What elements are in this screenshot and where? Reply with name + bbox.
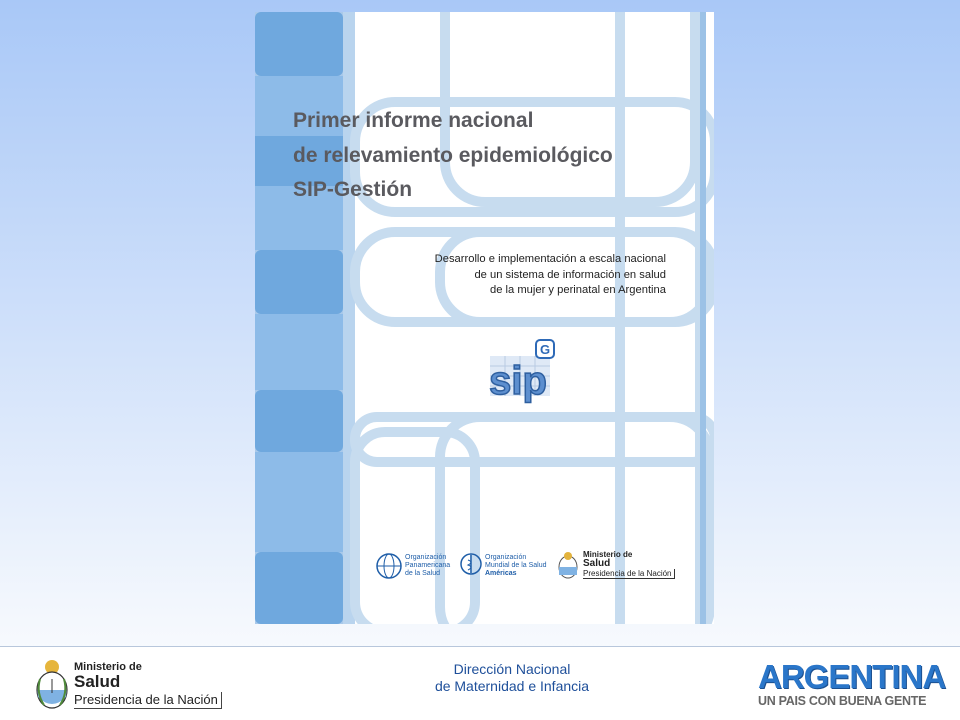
footer-ministerio-line3: Presidencia de la Nación [74,692,222,709]
title-line-1: Primer informe nacional [293,109,534,132]
title-line-2: de relevamiento epidemiológico [293,143,613,167]
report-subtitle [435,252,666,299]
report-title [293,104,613,208]
svg-text:G: G [539,342,551,357]
argentina-slogan: UN PAIS CON BUENA GENTE [758,694,927,708]
who-emblem-icon [459,552,483,576]
ministerio-logo-cover: Ministerio de Salud Presidencia de la Nación [557,550,579,585]
footer-ministerio-line2: Salud [74,672,121,691]
sponsor-logos [375,552,675,592]
ministerio-salud-logo [34,659,224,715]
subtitle-line-3: de la mujer y perinatal en Argentina [489,284,666,296]
sip-logo [480,336,560,416]
direccion-line-2: de Maternidad e Infancia [434,678,590,694]
title-line-3: SIP-Gestión [293,178,413,201]
footer [0,647,960,720]
direccion-nacional-label [380,661,644,695]
footer-ministerio-line1: Ministerio de [74,661,142,673]
subtitle-line-2: de un sistema de información en salud [474,268,666,281]
argentina-coat-of-arms-icon [34,659,70,711]
argentina-shield-icon [557,550,579,580]
oms-logo: Organización Mundial de la Salud Américas [459,552,483,581]
direccion-line-1: Dirección Nacional [453,661,571,677]
subtitle-line-1: Desarrollo e implementación a escala nacional [434,253,666,265]
argentina-brand-logo [758,658,946,708]
svg-text:sip: sip [489,359,547,403]
report-cover [255,12,714,624]
ops-globe-icon [375,552,403,580]
ops-logo: Organización Panamericana de la Salud [375,552,403,585]
argentina-wordmark: ARGENTINA [758,658,946,695]
